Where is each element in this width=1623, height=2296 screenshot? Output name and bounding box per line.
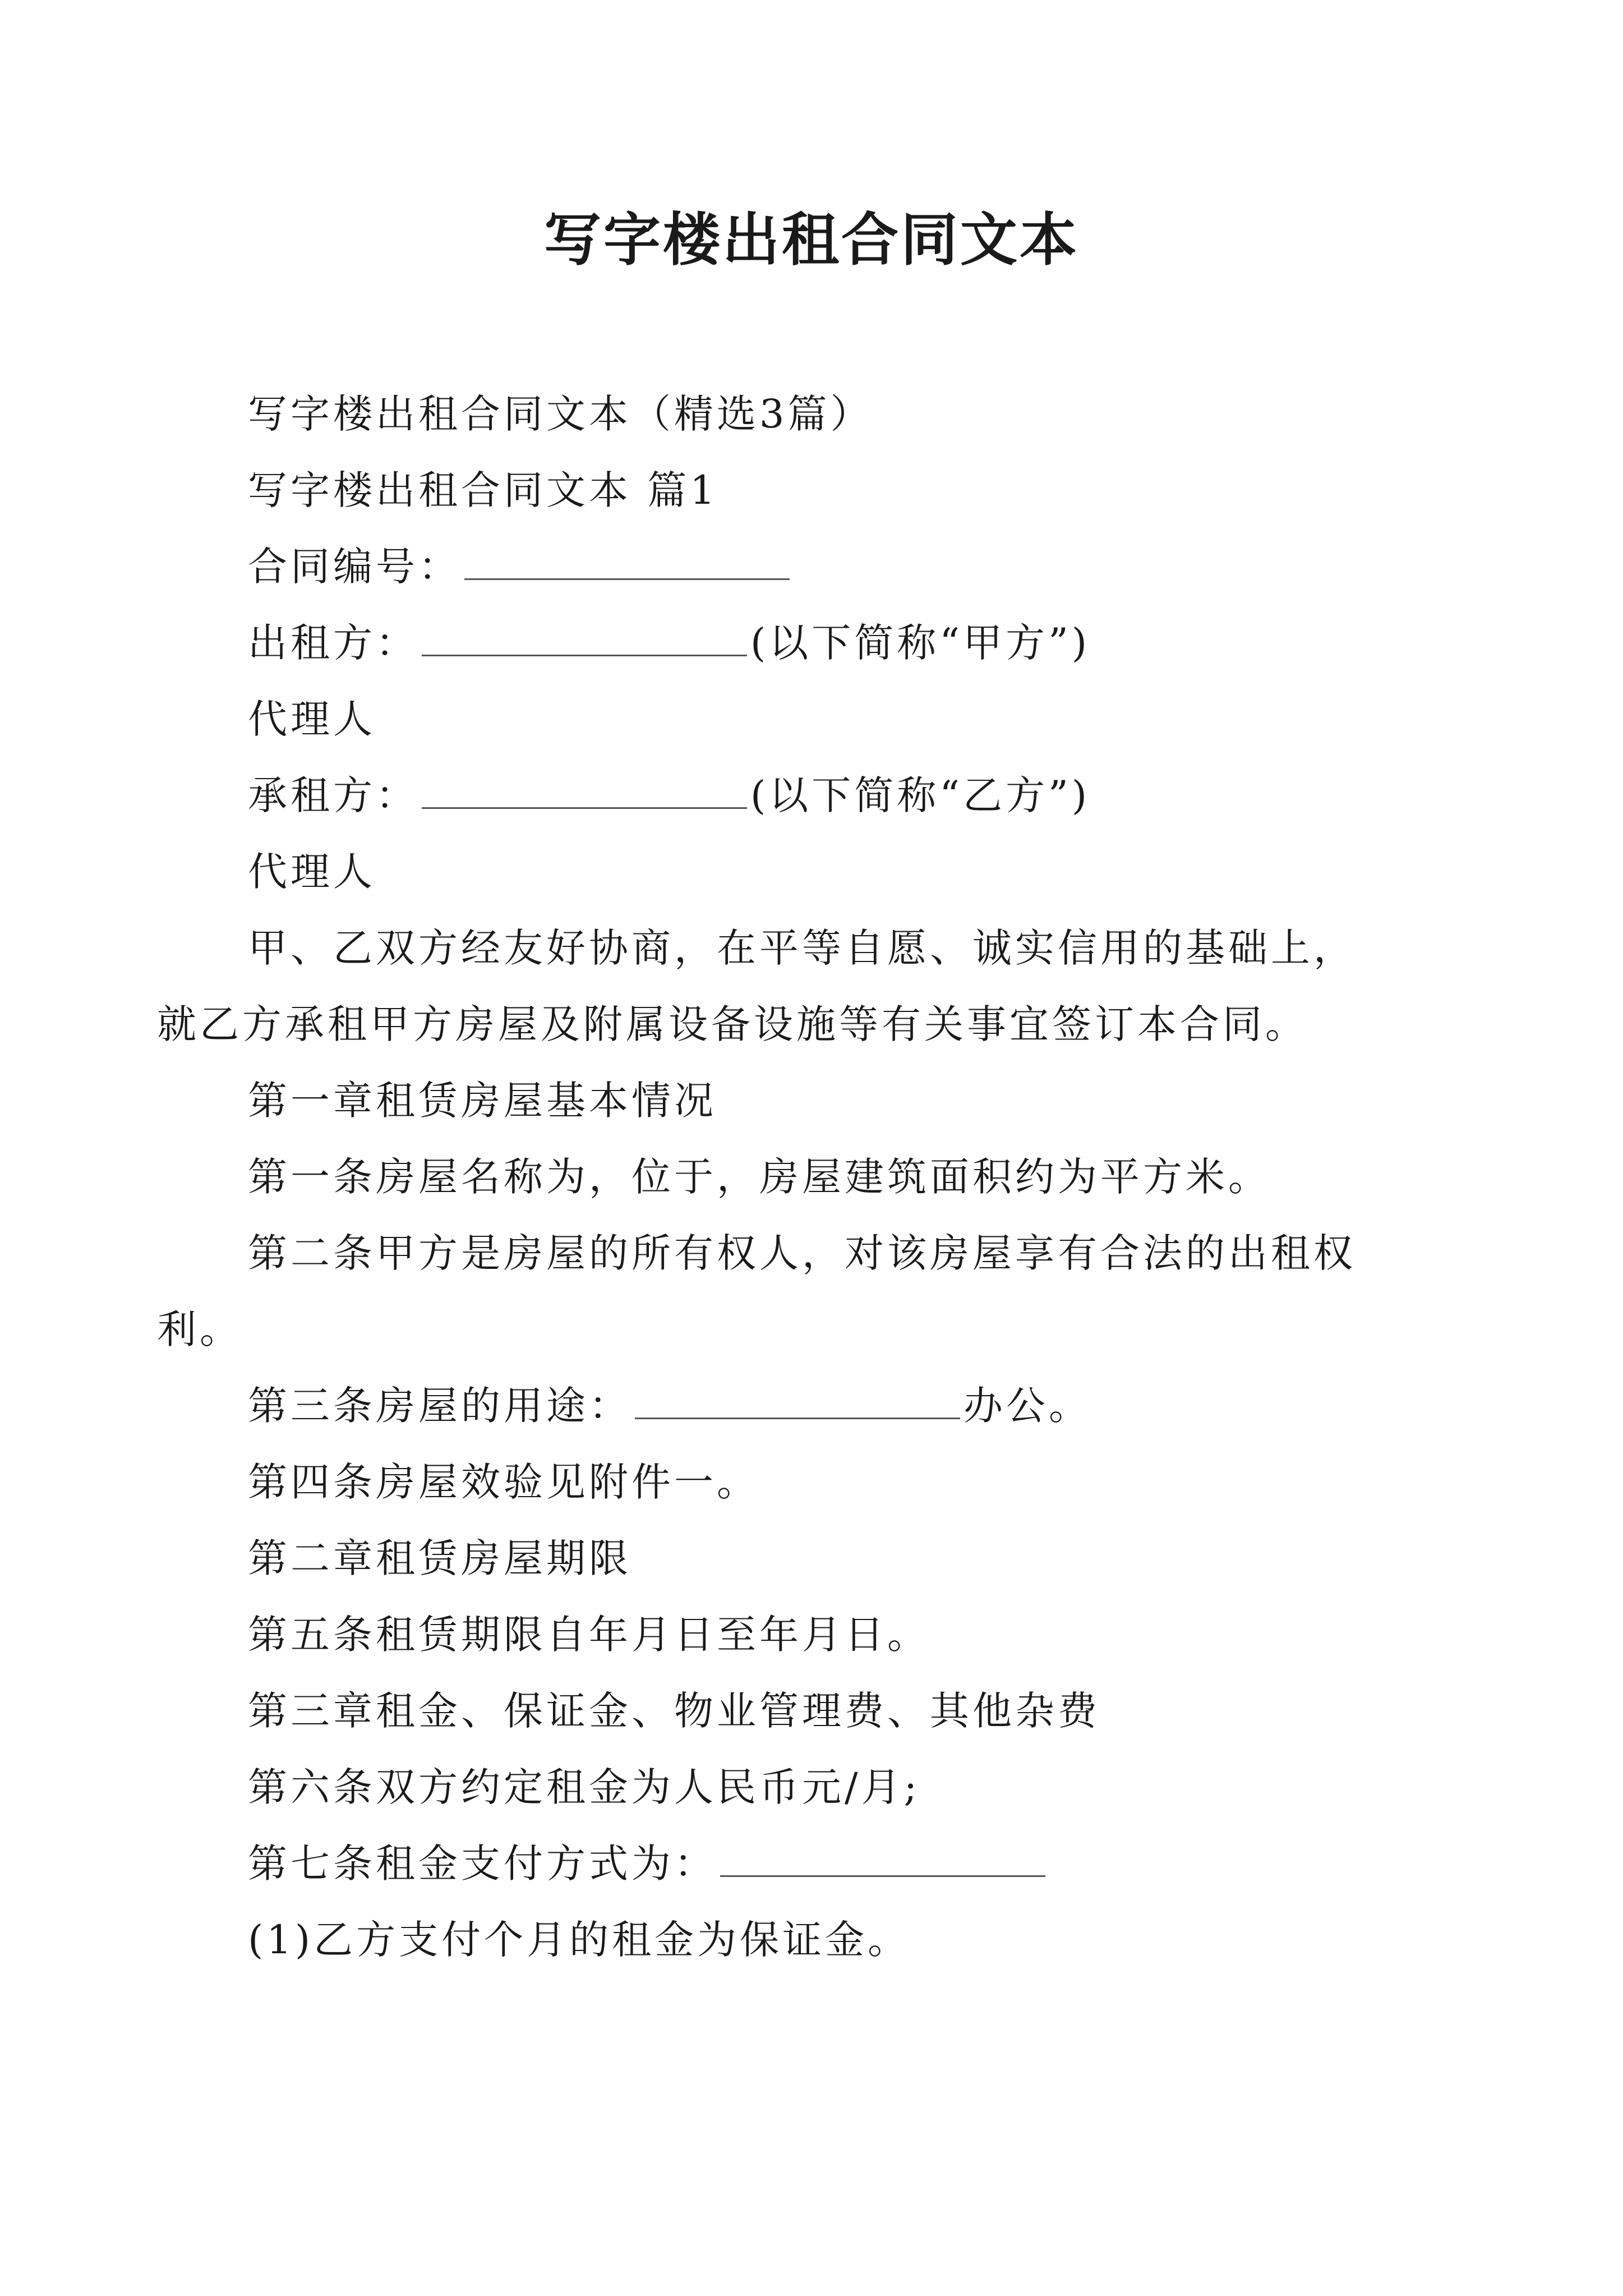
- contract-number-line: [248, 528, 1392, 605]
- lessee-line: [248, 757, 1392, 834]
- article-1: 第一条房屋名称为，位于，房屋建筑面积约为平方米。: [248, 1154, 1271, 1200]
- lessor-label: 出租方：: [248, 620, 418, 666]
- document-title: 写字楼出租合同文本: [544, 206, 1079, 274]
- article-7-label: 第七条租金支付方式为：: [248, 1841, 717, 1887]
- chapter-heading: 第二章租赁房屋期限: [248, 1535, 631, 1581]
- article-2: 第二条甲方是房屋的所有权人，对该房屋享有合法的出租权利。: [157, 1230, 1356, 1352]
- payment-method-blank: [720, 1843, 1045, 1877]
- article-3: [248, 1368, 1392, 1444]
- section-heading: 写字楼出租合同文本 篇1: [248, 467, 718, 513]
- usage-blank: [635, 1385, 960, 1419]
- chapter-heading: 第一章租赁房屋基本情况: [248, 1078, 717, 1124]
- lessee-suffix: (以下简称“乙方”): [750, 772, 1091, 818]
- article-7: [248, 1825, 1392, 1902]
- intro-paragraph: 甲、乙双方经友好协商，在平等自愿、诚实信用的基础上，就乙方承租甲方房屋及附属设备设施等有关事宜签订本合同。: [157, 925, 1356, 1047]
- article-3-suffix: 办公。: [963, 1383, 1091, 1429]
- agent-line: 代理人: [248, 696, 376, 742]
- article-4: 第四条房屋效验见附件一。: [248, 1459, 759, 1505]
- chapter-heading: 第三章租金、保证金、物业管理费、其他杂费: [248, 1688, 1100, 1734]
- article-5: 第五条租赁期限自年月日至年月日。: [248, 1612, 930, 1658]
- lessee-label: 承租方：: [248, 772, 418, 818]
- article-3-label: 第三条房屋的用途：: [248, 1383, 631, 1429]
- contract-number-blank: [464, 546, 790, 580]
- lessor-line: [248, 605, 1392, 681]
- subtitle-selection: 写字楼出租合同文本（精选3篇）: [248, 391, 873, 437]
- lessee-blank: [422, 775, 747, 809]
- document-body: [157, 376, 1392, 1978]
- list-item: (1)乙方支付个月的租金为保证金。: [248, 1917, 911, 1963]
- lessor-blank: [422, 622, 747, 656]
- article-6: 第六条双方约定租金为人民币元/月;: [248, 1764, 921, 1810]
- contract-number-label: 合同编号：: [248, 544, 461, 590]
- lessor-suffix: (以下简称“甲方”): [750, 620, 1091, 666]
- agent-line: 代理人: [248, 849, 376, 895]
